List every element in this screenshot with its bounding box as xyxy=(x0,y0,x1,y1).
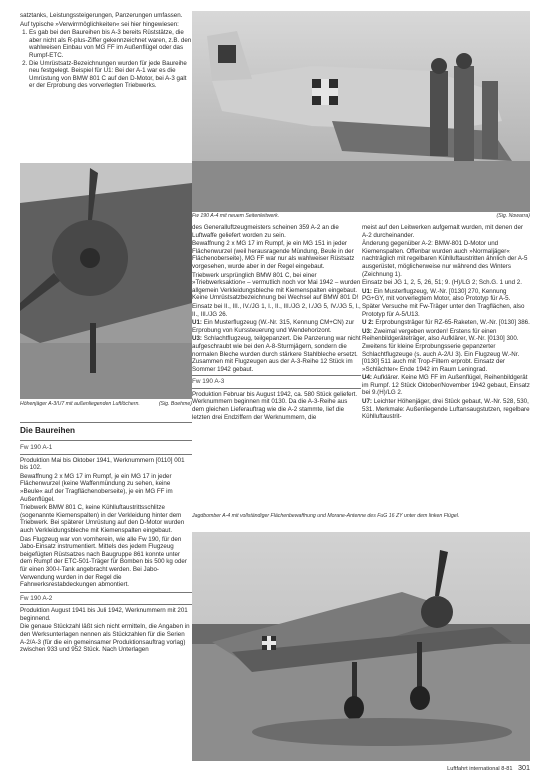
page-number: 301 xyxy=(518,763,530,772)
caption-left-photo xyxy=(20,401,192,407)
photo-jagdbomber-a4 xyxy=(192,532,530,761)
subhead-divider xyxy=(192,375,361,376)
section-heading: Die Baureihen xyxy=(20,426,76,435)
section-divider xyxy=(20,440,192,441)
caption-bottom-photo: Jagdbomber A-4 mit vollständiger Flächenbewaffnung und Morane-Antenne des FuG 16 ZY unter dem linken Flügel. xyxy=(192,513,460,519)
u-item xyxy=(362,319,530,327)
fw190-a2-heading: Fw 190 A-2 xyxy=(20,594,53,602)
u-item xyxy=(362,398,530,421)
aircraft-ground-photo-graphic xyxy=(192,532,530,761)
u-item xyxy=(192,319,361,334)
subhead-divider xyxy=(192,388,361,389)
a3-paragraph: Produktion Februar bis August 1942, ca. 580 Stück geliefert. Werknummern beginnen mit 0130. Da die A-3-Reihe aus dem gleichen Lieferauftrag wie die A-2 stammte, lief die letzten drei Endziffern der Werknummern, die xyxy=(192,390,358,421)
u-item xyxy=(362,288,530,318)
caption-top-photo xyxy=(192,213,530,219)
u-label: U4: xyxy=(362,374,372,382)
a1-paragraph: Bewaffnung 2 x MG 17 im Rumpf, je ein MG 17 in jeder Flächenwurzel (keine Waffenmündung zu sehen, keine »Beule« auf der Tragflächenoberseite), je ein MG FF im Außenflügel. xyxy=(20,472,173,503)
a2-paragraph: Die genaue Stückzahl läßt sich nicht ermitteln, die Angaben in den Werksunterlagen nennen als Stückzahlen für die Serien A-2/A-3 (für die ein gemeinsamer Produktionsauftrag vorlag) zwischen 933 und 952 Stück. Nach Unterlagen xyxy=(20,623,190,654)
caption-text: Fw 190 A-4 mit neuem Seitenleitwerk. xyxy=(192,213,280,219)
subhead-divider xyxy=(20,604,192,605)
u-item xyxy=(362,328,530,374)
a1-paragraph: Das Flugzeug war von vornherein, wie alle Fw 190, für den Jabo-Einsatz instrumentiert. Mittels des jedem Flugzeug beigefügten Rüstsatzes nach Baugruppe 861 konnte unter dem Rumpf der ETC-501-Träger für Bomben bis 500 kg oder für einen 300-l-Tank angebracht werden. Bei Jabo-Verwendung wurden in der Regel die Fahrwerksrestabdeckungen abmontiert. xyxy=(20,535,187,589)
caption-text: Höhenjäger A-3/U7 mit außenliegenden Luftlöchern. xyxy=(20,401,140,407)
u-text: Ein Musterflugzeug, W.-Nr. [0130] 270, Kennung PG+GY, mit vorverlegtem Motor, also Prototyp für A-5. Später Versuche mit Fw-Träger unter den Tragflächen, also Prototyp für A-5/U13. xyxy=(362,287,525,318)
left-column-text xyxy=(20,444,192,655)
footer xyxy=(380,763,530,772)
u-label: U1: xyxy=(362,287,372,295)
right-column-text xyxy=(362,224,530,422)
hint-item: 2. Die Umrüstsatz-Bezeichnungen wurden für jede Baureihe neu festgelegt. Beispiel für U1: Bei der A-1 war es die Umrüstung von BMW 801 C auf den D-Motor, bei A-3 galt er der Erprobung des vorverlegten Triebwerks. xyxy=(29,60,192,90)
mid-paragraph: des Generalluftzeugmeisters scheinen 359 A-2 an die Luftwaffe geliefert worden zu sein. xyxy=(192,224,339,239)
subhead-divider xyxy=(20,592,192,593)
u-text: Leichter Höhenjäger, drei Stück gebaut, W.-Nr. 528, 530, 531. Merkmale: Außenliegende Luftansaugstutzen, regelbare Kühlluftaustrit- xyxy=(362,398,530,421)
subhead-divider xyxy=(20,454,192,455)
u-text: Erprobungsträger für RZ-65-Raketen, W.-Nr. [0130] 386. xyxy=(373,319,530,327)
a1-paragraph: Triebwerk BMW 801 C, keine Kühlluftaustrittsschlitze (sogenannte Kiemenspalten) in der Verkleidung hinter dem Triebwerk. Bei späterer Umrüstung auf den D-Motor wurden auch Verkleidungsbleche mit Kiemenspalten eingebaut. xyxy=(20,504,185,534)
hint-list xyxy=(20,29,192,90)
u-text: Schlachtflugzeug, teilgepanzert. Die Panzerung war nicht aufgeschraubt wie bei den A-8-Sturmjägern, sondern die normalen Bleche wurden durch stärkere Stahlbleche ersetzt. Zusammen mit Flugzeugen aus der A-3-Reihe 12 Stück im Sommer 1942 gebaut. xyxy=(192,335,361,373)
hint-item: 1. Es gab bei den Baureihen bis A-3 bereits Rüststätze, die aber nicht als R-plus-Ziffer gekennzeichnet waren, z.B. den wahlweisen Einbau von MG FF im Außenflügel oder das Rumpf-ETC. xyxy=(29,29,192,59)
a1-paragraph: Produktion Mai bis Oktober 1941, Werknummern [0110] 001 bis 102. xyxy=(20,456,185,472)
u-label: U3: xyxy=(362,327,372,335)
mid-paragraph: Triebwerk ursprünglich BMW 801 C, bei einer »Triebwerksaktion« – vermutlich noch vor Mai 1942 – wurden allgemein Verkleidungsbleche mit Kiemenspalten eingebaut. Keine Umrüstsatzbezeichnung bei Wechsel auf BMW 801 D! xyxy=(192,271,361,302)
u-text: Aufklärer. Keine MG FF im Außenflügel, Reihenbildgerät im Rumpf. 12 Stück Oktober/November 1942 gebaut, Einsatz bei 9.(H)/LG 2. xyxy=(362,374,530,397)
a2-paragraph: Produktion August 1941 bis Juli 1942, Werknummern mit 201 beginnend. xyxy=(20,607,188,622)
mid-paragraph: Bewaffnung 2 x MG 17 im Rumpf, je ein MG 151 in jeder Flächenwurzel (weil herausragende Mündung, Beule in der Flächenoberseite), MG FF war nur als wahlweiser Rüstsatz vorgesehen, wurde aber in der Regel eingebaut. xyxy=(192,240,355,270)
right-paragraph: meist auf den Leitwerken aufgemalt wurden, mit denen der A-2 durcheinander. xyxy=(362,224,523,239)
u-text: Ein Musterflugzeug (W.-Nr. 315, Kennung CM+CN) zur Erprobung von Kurssteuerung und Wendehorizont. xyxy=(192,319,355,334)
intro-text-block xyxy=(20,12,192,90)
fw190-a1-heading: Fw 190 A-1 xyxy=(20,444,53,451)
aircraft-nose-photo-graphic xyxy=(20,163,192,399)
intro-paragraph: satztanks, Leistungssteigerungen, Panzerungen umfassen. xyxy=(20,12,183,19)
caption-source: (Sig. Boehme) xyxy=(158,401,192,407)
u-label: U7: xyxy=(362,398,372,406)
right-paragraph: Einsatz bei JG 1, 2, 5, 26, 51; 9. (H)/LG 2; Sch.G. 1 und 2. xyxy=(362,279,522,287)
u-label: U 2: xyxy=(362,319,374,327)
caption-source: (Sig. Nowarra) xyxy=(496,213,530,219)
u-text: Zweimal vergeben worden! Erstens für einen Reihenbildgeräteträger, also Aufklärer, W.-Nr. [0130] 300. Zweitens für kleine Erprobungsserie gepanzerter Schlachtflugzeuge (s. auch A-2/U 3). Ein Flugzeug W.-Nr. [0130] 511 auch mit Trop-Filtern erprobt. Einsatz der »Schlächter« Ende 1942 im Raum Leningrad. xyxy=(362,327,520,373)
photo-fw190-a4-tail xyxy=(192,11,530,212)
right-paragraph: Änderung gegenüber A-2: BMW-801 D-Motor und Kiemenspalten. Offenbar wurden auch »Normaljäger« nachträglich mit regelbaren Kühlluftaustritten ähnlich der A-5 ausgerüstet, möglicherweise nur während des Winters (Zeichnung 1). xyxy=(362,240,528,278)
u-label: U1: xyxy=(192,319,202,327)
middle-column-text xyxy=(192,224,361,422)
fw190-a3-heading: Fw 190 A-3 xyxy=(192,378,225,386)
aircraft-photo-graphic xyxy=(192,11,530,212)
journal-name: Luftfahrt international 8-81 xyxy=(447,766,513,772)
mid-paragraph: Einsatz bei II., III., IV./JG 1, I., II., III./JG 2, I./JG 5, IV./JG 5, I., II., III./JG 26. xyxy=(192,302,361,318)
photo-hoehenjaeger xyxy=(20,163,192,399)
u-label: U3: xyxy=(192,335,202,343)
hint-paragraph: Auf typische »Verwirrmöglichkeiten« sei hier hingewiesen: xyxy=(20,20,179,28)
section-divider xyxy=(20,422,192,423)
u-item xyxy=(192,335,361,373)
u-item xyxy=(362,374,530,397)
